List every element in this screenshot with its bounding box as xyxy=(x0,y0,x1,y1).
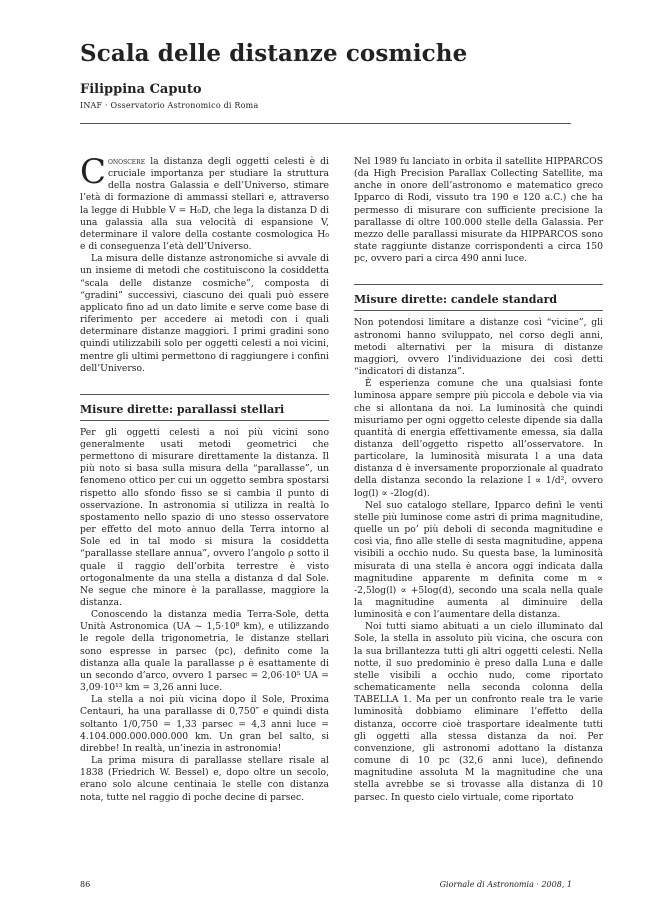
intro-text: la distanza degli oggetti celesti è di cruciale importanza per studiare la struttura della nostra Galassia e dell’Universo, stimare l’età di formazione di ammassi stellari e, attraverso la legge di Hubble V = H₀D, che lega la distanza D di una galassia alla sua velocità di espansione V, determinare il valore della costante cosmologica H₀ e di conseguenza l’età dell’Universo. xyxy=(80,156,329,253)
section-rule xyxy=(80,394,329,395)
author-name: Filippina Caputo xyxy=(80,82,202,97)
drop-cap: C xyxy=(80,152,107,192)
article-title: Scala delle distanze cosmiche xyxy=(80,40,468,67)
body-paragraph: Conoscendo la distanza media Terra-Sole, detta Unità Astronomica (UA ~ 1,5·10⁸ km), e utilizzando le regole della trigonometria, le distanze stellari sono espresse in parsec (pc), definito come la distanza alla quale la parallasse ρ è esattamente di un secondo d’arco, ovvero 1 parsec = 2,06·10⁵ UA = 3,09·10¹³ km = 3,26 anni luce. xyxy=(80,609,329,694)
intro-paragraph xyxy=(80,152,329,253)
journal-reference: Giornale di Astronomia · 2008, 1 xyxy=(439,880,572,889)
section-rule xyxy=(80,420,329,421)
section-heading-standard-candles: Misure dirette: candele standard xyxy=(354,293,558,307)
body-paragraph: È esperienza comune che una qualsiasi fonte luminosa appare sempre più piccola e debole via via che si allontana da noi. La luminosità che quindi misuriamo per ogni oggetto celeste dipende sia dalla quantità di energia effettivamente emessa, sia dalla distanza dell’oggetto rispetto all’osservatore. In particolare, la luminosità misurata l a una data distanza d è inversamente proporzionale al quadrato della distanza secondo la relazione l ∝ 1/d², ovvero log(l) ∝ -2log(d). xyxy=(354,378,603,499)
section-rule xyxy=(354,284,603,285)
page-number: 86 xyxy=(80,880,91,889)
body-paragraph: Nel 1989 fu lanciato in orbita il satellite HIPPARCOS (da High Precision Parallax Collecting Satellite, ma anche in onore dell’astronomo e matematico greco Ipparco di Rodi, vissuto tra 190 e 120 a.C.) che ha permesso di misurare con sufficiente precisione la parallasse di oltre 100.000 stelle della Galassia. Per mezzo delle parallassi misurate da HIPPARCOS sono state raggiunte distanze corrispondenti a circa 150 pc, ovvero pari a circa 490 anni luce. xyxy=(354,156,603,265)
body-paragraph: Noi tutti siamo abituati a un cielo illuminato dal Sole, la stella in assoluto più vicina, che oscura con la sua brillantezza tutti gli altri oggetti celesti. Nella notte, il suo predominio è preso dalla Luna e dalle stelle visibili a occhio nudo, come riportato schematicamente nella seconda colonna della TABELLA 1. Ma per un confronto reale tra le varie luminosità dobbiamo eliminare l’effetto della distanza, occorre cioè trasportare idealmente tutti gli oggetti alla stessa distanza da noi. Per convenzione, gli astronomi adottano la distanza comune di 10 pc (32,6 anni luce), definendo magnitudine assoluta M la magnitudine che una stella avrebbe se si trovasse alla distanza di 10 parsec. In questo cielo virtuale, come riportato xyxy=(354,621,603,803)
body-paragraph: Per gli oggetti celesti a noi più vicini sono generalmente usati metodi geometrici che permettono di misurare direttamente la distanza. Il più noto si basa sulla misura della “parallasse”, un fenomeno ottico per cui un oggetto sembra spostarsi rispetto allo sfondo fisso se si cambia il punto di osservazione. In astronomia si utilizza in realtà lo spostamento nello spazio di uno stesso osservatore per effetto del moto annuo della Terra intorno al Sole ed in tal modo si misura la cosiddetta “parallasse stellare annua”, ovvero l’angolo ρ sotto il quale il raggio dell’orbita terrestre è visto ortogonalmente da una stella a distanza d dal Sole. Ne segue che minore è la parallasse, maggiore la distanza. xyxy=(80,426,329,608)
right-column xyxy=(354,156,603,804)
body-paragraph: La stella a noi più vicina dopo il Sole, Proxima Centauri, ha una parallasse di 0,750″ e quindi dista soltanto 1/0,750 = 1,33 parsec = 4,3 anni luce = 4.104.000.000.000.000 km. Un gran bel salto, si direbbe! In realtà, un’inezia in astronomia! xyxy=(80,694,329,754)
body-paragraph: Non potendosi limitare a distanze così “vicine”, gli astronomi hanno sviluppato, nel corso degli anni, metodi alternativi per la misura di distanze maggiori, ovvero l’individuazione dei così detti “indicatori di distanza”. xyxy=(354,317,603,378)
section-rule xyxy=(354,310,603,311)
body-paragraph: La prima misura di parallasse stellare risale al 1838 (Friedrich W. Bessel) e, dopo oltre un secolo, erano solo alcune centinaia le stelle con distanza nota, tutte nel raggio di poche decine di parsec. xyxy=(80,755,329,803)
body-paragraph: La misura delle distanze astronomiche si avvale di un insieme di metodi che costituiscono la cosiddetta “scala delle distanze cosmiche”, composta di “gradini” successivi, ciascuno dei quali può essere applicato fino ad un dato limite e serve come base di riferimento per accedere ai metodi con i quali determinare distanze maggiori. I primi gradini sono quindi utilizzabili solo per oggetti celesti a noi vicini, mentre gli ultimi permettono di raggiungere i confini dell’Universo. xyxy=(80,253,329,374)
header-divider xyxy=(80,123,571,124)
body-paragraph: Nel suo catalogo stellare, Ipparco definì le venti stelle più luminose come astri di prima magnitudine, quelle un po’ più deboli di seconda magnitudine e così via, fino alle stelle di sesta magnitudine, appena visibili a occhio nudo. Su questa base, la luminosità misurata di una stella è ancora oggi indicata dalla magnitudine apparente m definita come m ∝ -2,5log(l) ∝ +5log(d), secondo una scala nella quale la magnitudine aumenta al diminuire della luminosità e con l’aumentare della distanza. xyxy=(354,499,603,621)
author-affiliation: INAF · Osservatorio Astronomico di Roma xyxy=(80,101,259,110)
left-column xyxy=(80,152,329,804)
section-heading-parallax: Misure dirette: parallassi stellari xyxy=(80,402,285,416)
intro-smallcaps: onoscere xyxy=(108,156,146,167)
